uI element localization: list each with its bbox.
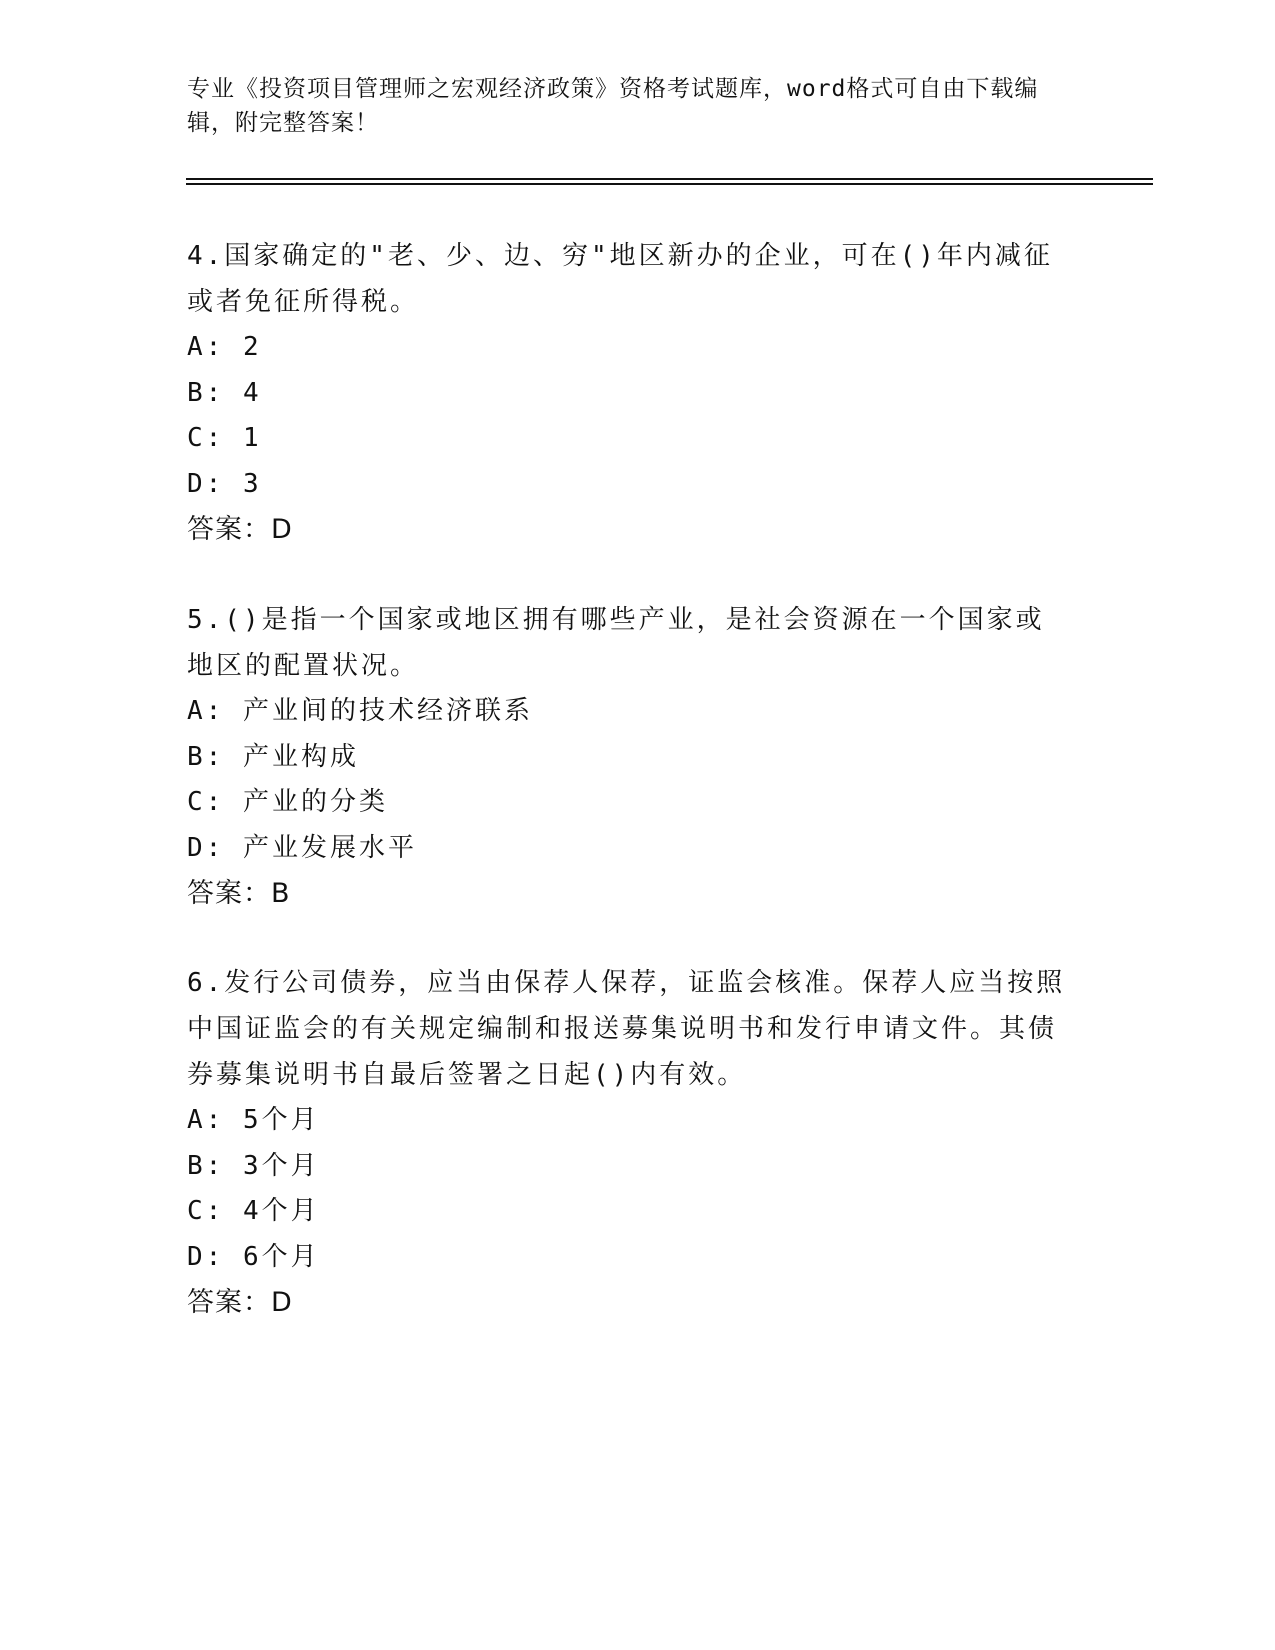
question-6 xyxy=(187,960,1067,1326)
header-divider-top xyxy=(186,178,1153,180)
header-divider-bottom xyxy=(186,183,1153,185)
answer-label: 答案：B xyxy=(187,878,291,909)
answer-label: 答案：D xyxy=(187,514,293,545)
option-d: D: 3 xyxy=(187,468,262,499)
option-b: B: 3个月 xyxy=(187,1150,320,1181)
question-5 xyxy=(187,597,1067,917)
question-stem: 6.发行公司债券，应当由保荐人保荐，证监会核准。保荐人应当按照中国证监会的有关规定编制和报送募集说明书和发行申请文件。其债券募集说明书自最后签署之日起()内有效。 xyxy=(187,968,1066,1090)
option-c: C: 产业的分类 xyxy=(187,787,388,817)
question-stem: 5.()是指一个国家或地区拥有哪些产业，是社会资源在一个国家或地区的配置状况。 xyxy=(187,605,1045,681)
option-d: D: 6个月 xyxy=(187,1241,320,1272)
option-b: B: 4 xyxy=(187,377,262,408)
document-intro: 专业《投资项目管理师之宏观经济政策》资格考试题库，word格式可自由下载编辑，附完整答案！ xyxy=(187,76,1039,136)
option-d: D: 产业发展水平 xyxy=(187,832,417,863)
question-stem: 4.国家确定的"老、少、边、穷"地区新办的企业，可在()年内减征或者免征所得税。 xyxy=(187,241,1053,317)
option-c: C: 1 xyxy=(187,423,262,453)
question-4 xyxy=(187,233,1067,553)
option-a: A: 5个月 xyxy=(187,1105,320,1135)
answer-label: 答案：D xyxy=(187,1287,293,1318)
option-b: B: 产业构成 xyxy=(187,741,359,772)
option-c: C: 4个月 xyxy=(187,1196,320,1226)
option-a: A: 2 xyxy=(187,332,262,362)
option-a: A: 产业间的技术经济联系 xyxy=(187,696,533,726)
